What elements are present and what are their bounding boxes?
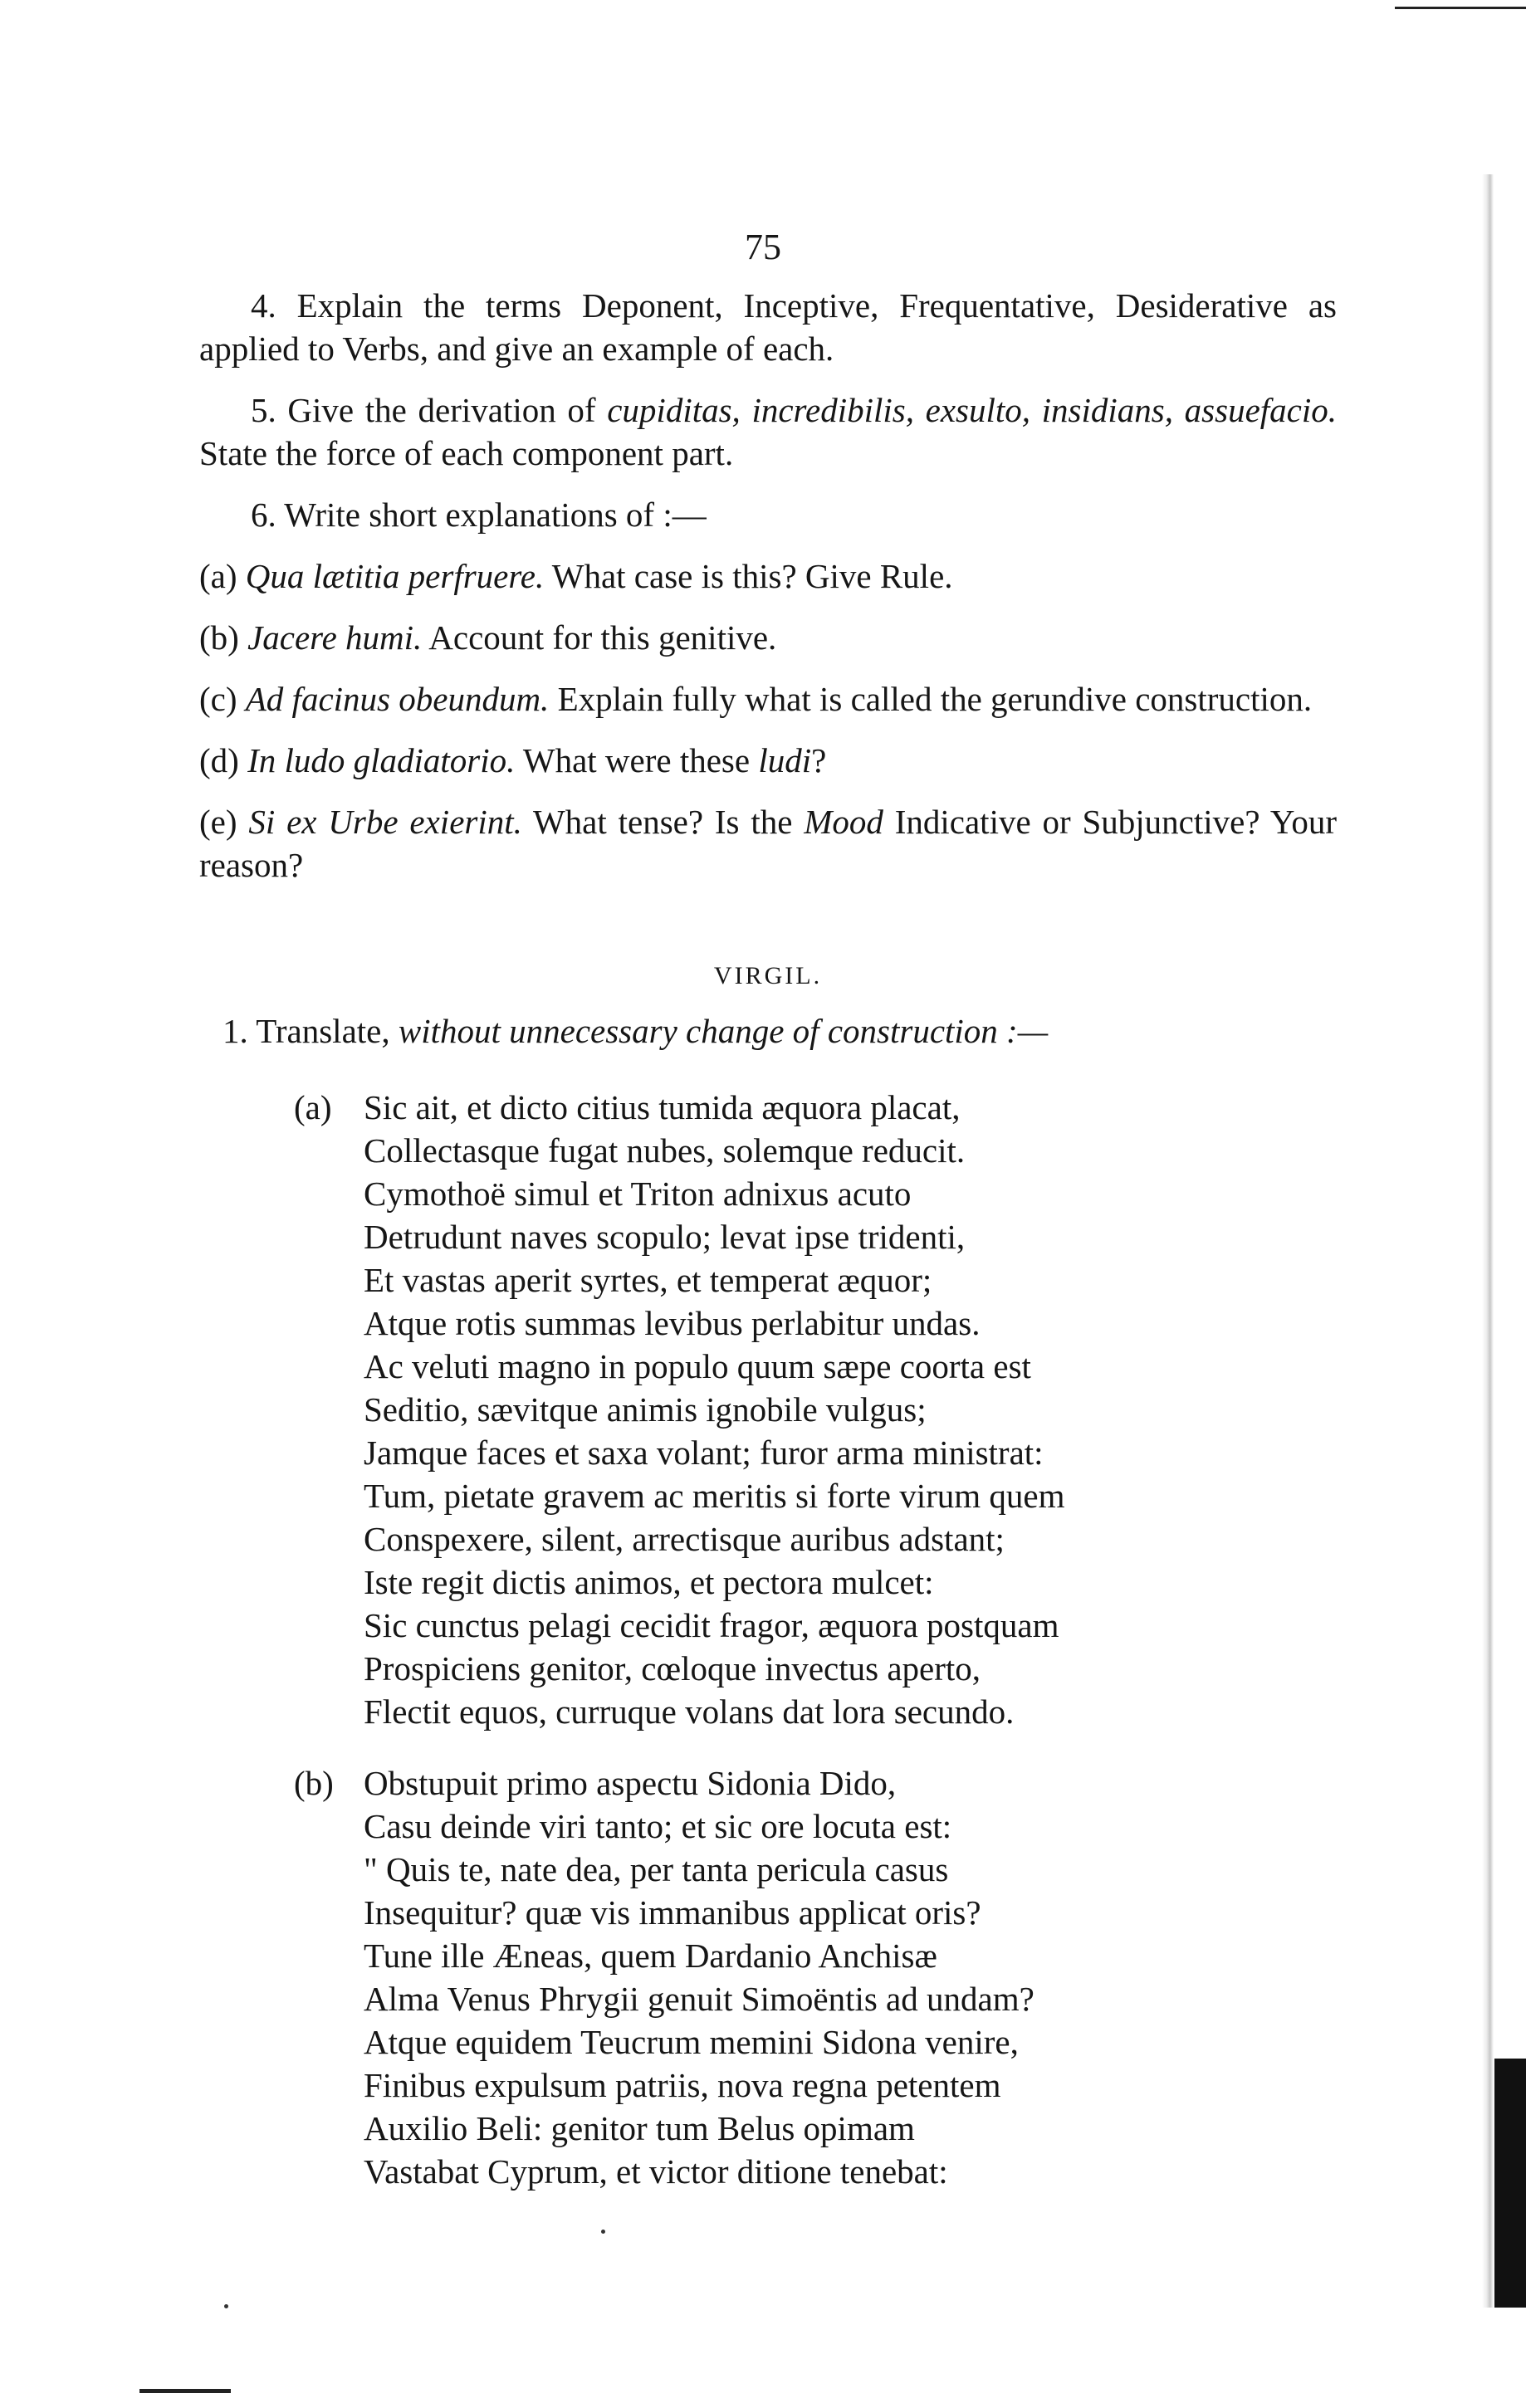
subquestion-d (199, 739, 1337, 782)
verse-line: Flectit equos, curruque volans dat lora secundo. (364, 1692, 1015, 1731)
question-text: Explain the terms Deponent, Inceptive, Frequentative, Desiderative as applied to Verbs, and give an example of each. (199, 286, 1337, 368)
latin-word: Mood (804, 803, 883, 841)
question-text: Write short explanations of :— (284, 496, 707, 534)
verse-line: Atque equidem Teucrum memini Sidona venire, (364, 2023, 1019, 2061)
page-number: 75 (745, 227, 781, 267)
latin-phrase: Jacere humi. (247, 618, 423, 657)
subquestion-text: What were these (515, 741, 759, 779)
subquestion-text: ? (811, 741, 827, 779)
verse-line: Prospiciens genitor, cœloque invectus aperto, (364, 1649, 981, 1688)
verse-line: Conspexere, silent, arrectisque auribus adstant; (364, 1520, 1005, 1558)
verse-line: Ac veluti magno in populo quum sæpe coorta est (364, 1347, 1031, 1385)
page-edge-dark (1494, 2059, 1526, 2308)
verse-line: Obstupuit primo aspectu Sidonia Dido, (364, 1764, 897, 1802)
verse-line: Seditio, sævitque animis ignobile vulgus; (364, 1390, 927, 1429)
verse-line: Atque rotis summas levibus perlabitur undas. (364, 1304, 981, 1342)
latin-word: ludi (758, 741, 812, 779)
ink-dot (224, 2304, 228, 2308)
subquestion-label: (e) (199, 803, 237, 841)
verse-line: " Quis te, nate dea, per tanta pericula casus (364, 1850, 949, 1888)
ink-dot (601, 2230, 605, 2234)
latin-phrase: Qua lætitia perfruere. (245, 557, 545, 595)
latin-terms: cupiditas, incredibilis, exsulto, insidians, assuefacio. (607, 391, 1338, 429)
question-6 (199, 493, 1337, 536)
passage-b (294, 1761, 1337, 2193)
page-body (199, 284, 1337, 2221)
subquestion-label: (b) (199, 618, 239, 657)
subquestion-text: Explain fully what is called the gerundive construction. (549, 680, 1313, 718)
subquestion-text: Indicative or Subjunctive? Your reason? (199, 803, 1338, 884)
subquestion-c (199, 677, 1337, 720)
subquestion-a (199, 554, 1337, 598)
passage-label: (a) (294, 1088, 332, 1126)
subquestion-text: Account for this genitive. (422, 618, 777, 657)
subquestion-label: (d) (199, 741, 239, 779)
top-rule (1395, 7, 1526, 9)
question-5 (199, 388, 1337, 475)
question-number: 6. (251, 496, 276, 534)
subquestion-text: What case is this? Give Rule. (544, 557, 953, 595)
passage-a (294, 1086, 1337, 1733)
verse-line: Auxilio Beli: genitor tum Belus opimam (364, 2109, 915, 2147)
question-4 (199, 284, 1337, 370)
verse-lines (364, 1761, 1337, 2193)
verse-line: Tum, pietate gravem ac meritis si forte virum quem (364, 1477, 1065, 1515)
question-text: Give the derivation of (287, 391, 608, 429)
verse-line: Jamque faces et saxa volant; furor arma ministrat: (364, 1434, 1044, 1472)
instruction-italic: without unnecessary change of construction :— (398, 1012, 1049, 1050)
subquestion-label: (a) (199, 557, 237, 595)
section-heading: VIRGIL. (713, 962, 823, 989)
question-number: 1. (223, 1012, 248, 1050)
verse-line: Et vastas aperit syrtes, et temperat æquor; (364, 1261, 932, 1299)
subquestion-text: What tense? Is the (521, 803, 805, 841)
passage-label: (b) (294, 1764, 334, 1802)
verse-line: Vastabat Cyprum, et victor ditione tenebat: (364, 2152, 948, 2191)
ink-smudge (139, 2389, 231, 2393)
question-number: 5. (251, 391, 276, 429)
verse-line: Finibus expulsum patriis, nova regna petentem (364, 2066, 1001, 2104)
subquestion-e (199, 800, 1337, 887)
verse-line: Insequitur? quæ vis immanibus applicat oris? (364, 1893, 981, 1932)
verse-line: Sic ait, et dicto citius tumida æquora placat, (364, 1088, 961, 1126)
instruction-text: Translate, (256, 1012, 399, 1050)
subquestion-b (199, 616, 1337, 659)
page-edge-shadow (1482, 174, 1494, 2308)
verse-line: Collectasque fugat nubes, solemque reducit. (364, 1131, 966, 1170)
verse-line: Detrudunt naves scopulo; levat ipse tridenti, (364, 1218, 966, 1256)
verse-lines (364, 1086, 1337, 1733)
latin-phrase: Si ex Urbe exierint. (248, 803, 522, 841)
translate-instruction (199, 1009, 1337, 1053)
verse-line: Casu deinde viri tanto; et sic ore locuta est: (364, 1807, 952, 1845)
question-text: State the force of each component part. (199, 434, 734, 472)
latin-phrase: Ad facinus obeundum. (245, 680, 550, 718)
latin-phrase: In ludo gladiatorio. (247, 741, 516, 779)
verse-line: Iste regit dictis animos, et pectora mulcet: (364, 1563, 934, 1601)
verse-line: Sic cunctus pelagi cecidit fragor, æquora postquam (364, 1606, 1059, 1644)
verse-line: Cymothoë simul et Triton adnixus acuto (364, 1175, 912, 1213)
verse-line: Tune ille Æneas, quem Dardanio Anchisæ (364, 1937, 937, 1975)
verse-line: Alma Venus Phrygii genuit Simoëntis ad undam? (364, 1980, 1034, 2018)
question-number: 4. (251, 286, 276, 325)
subquestion-label: (c) (199, 680, 237, 718)
